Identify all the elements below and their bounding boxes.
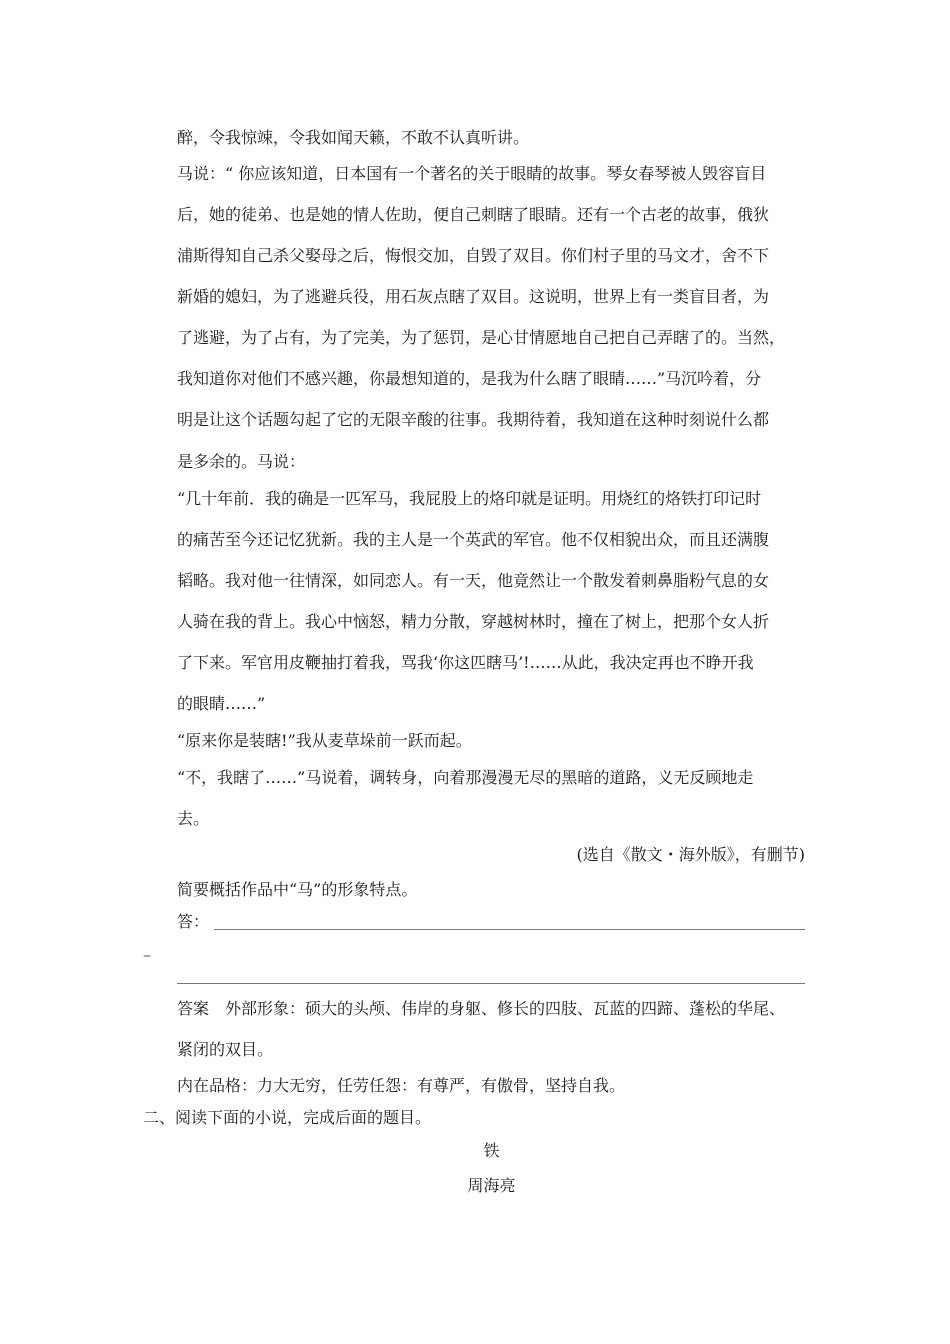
answer-key-line: 紧闭的双目。: [177, 1040, 274, 1059]
passage-line: 醉，令我惊竦，令我如闻天籁，不敢不认真听讲。: [177, 128, 530, 147]
passage-line: 是多余的。马说：: [177, 452, 306, 471]
story-author: 周海亮: [467, 1176, 516, 1195]
answer-line[interactable]: [177, 983, 805, 984]
passage-line: 的痛苦至今还记忆犹新。我的主人是一个英武的军官。他不仅相貌出众，而且还满腹: [177, 530, 770, 549]
passage-line: 我知道你对他们不感兴趣，你最想知道的，是我为什么瞎了眼睛……”马沉吟着，分: [177, 369, 762, 388]
passage-line: “原来你是装瞎!”我从麦草垛前一跃而起。: [177, 731, 472, 750]
source-citation: (选自《散文・海外版》，有删节): [576, 845, 805, 864]
passage-line: 新婚的媳妇，为了逃避兵役，用石灰点瞎了双目。这说明，世界上有一类盲目者，为: [177, 287, 770, 306]
passage-line: 了逃避，为了占有，为了完美，为了惩罚，是心甘情愿地自己把自己弄瞎了的。当然，: [177, 328, 786, 347]
passage-line: 马说：“ 你应该知道，日本国有一个著名的关于眼睛的故事。琴女春琴被人毁容盲目: [177, 164, 767, 183]
passage-line: 的眼睛……”: [177, 694, 266, 713]
passage-line: 了下来。军官用皮鞭抽打着我，骂我‘你这匹瞎马’!……从此，我决定再也不睁开我: [177, 653, 754, 672]
passage-line: “几十年前．我的确是一匹军马，我屁股上的烙印就是证明。用烧红的烙铁打印记时: [177, 489, 762, 508]
passage-line: 韬略。我对他一往情深，如同恋人。有一天，他竟然让一个散发着刺鼻脂粉气息的女: [177, 571, 770, 590]
passage-line: 去。: [177, 809, 210, 828]
answer-label: 答：: [177, 912, 210, 931]
answer-key-line: 内在品格：力大无穷，任劳任怨：有尊严，有傲骨，坚持自我。: [177, 1076, 626, 1095]
passage-line: “不，我瞎了……”马说着，调转身，向着那漫漫无尽的黑暗的道路，义无反顾地走: [177, 768, 754, 787]
passage-line: 浦斯得知自己杀父娶母之后，悔恨交加，自毁了双目。你们村子里的马文才，舍不下: [177, 246, 770, 265]
answer-key-line: 答案 外部形象：硕大的头颅、伟岸的身躯、修长的四肢、瓦蓝的四蹄、蓬松的华尾、: [177, 999, 786, 1018]
answer-line[interactable]: [214, 929, 805, 930]
question-text: 简要概括作品中“马”的形象特点。: [177, 880, 418, 899]
story-title: 铁: [483, 1141, 500, 1160]
stray-dash: –: [143, 945, 151, 964]
passage-line: 明是让这个话题勾起了它的无限辛酸的往事。我期待着，我知道在这种时刻说什么都: [177, 410, 770, 429]
passage-line: 人骑在我的背上。我心中恼怒，精力分散，穿越树林时，撞在了树上，把那个女人折: [177, 612, 770, 631]
passage-line: 后，她的徒弟、也是她的情人佐助，便自己刺瞎了眼睛。还有一个古老的故事，俄狄: [177, 205, 770, 224]
section-heading: 二、阅读下面的小说，完成后面的题目。: [143, 1108, 432, 1127]
